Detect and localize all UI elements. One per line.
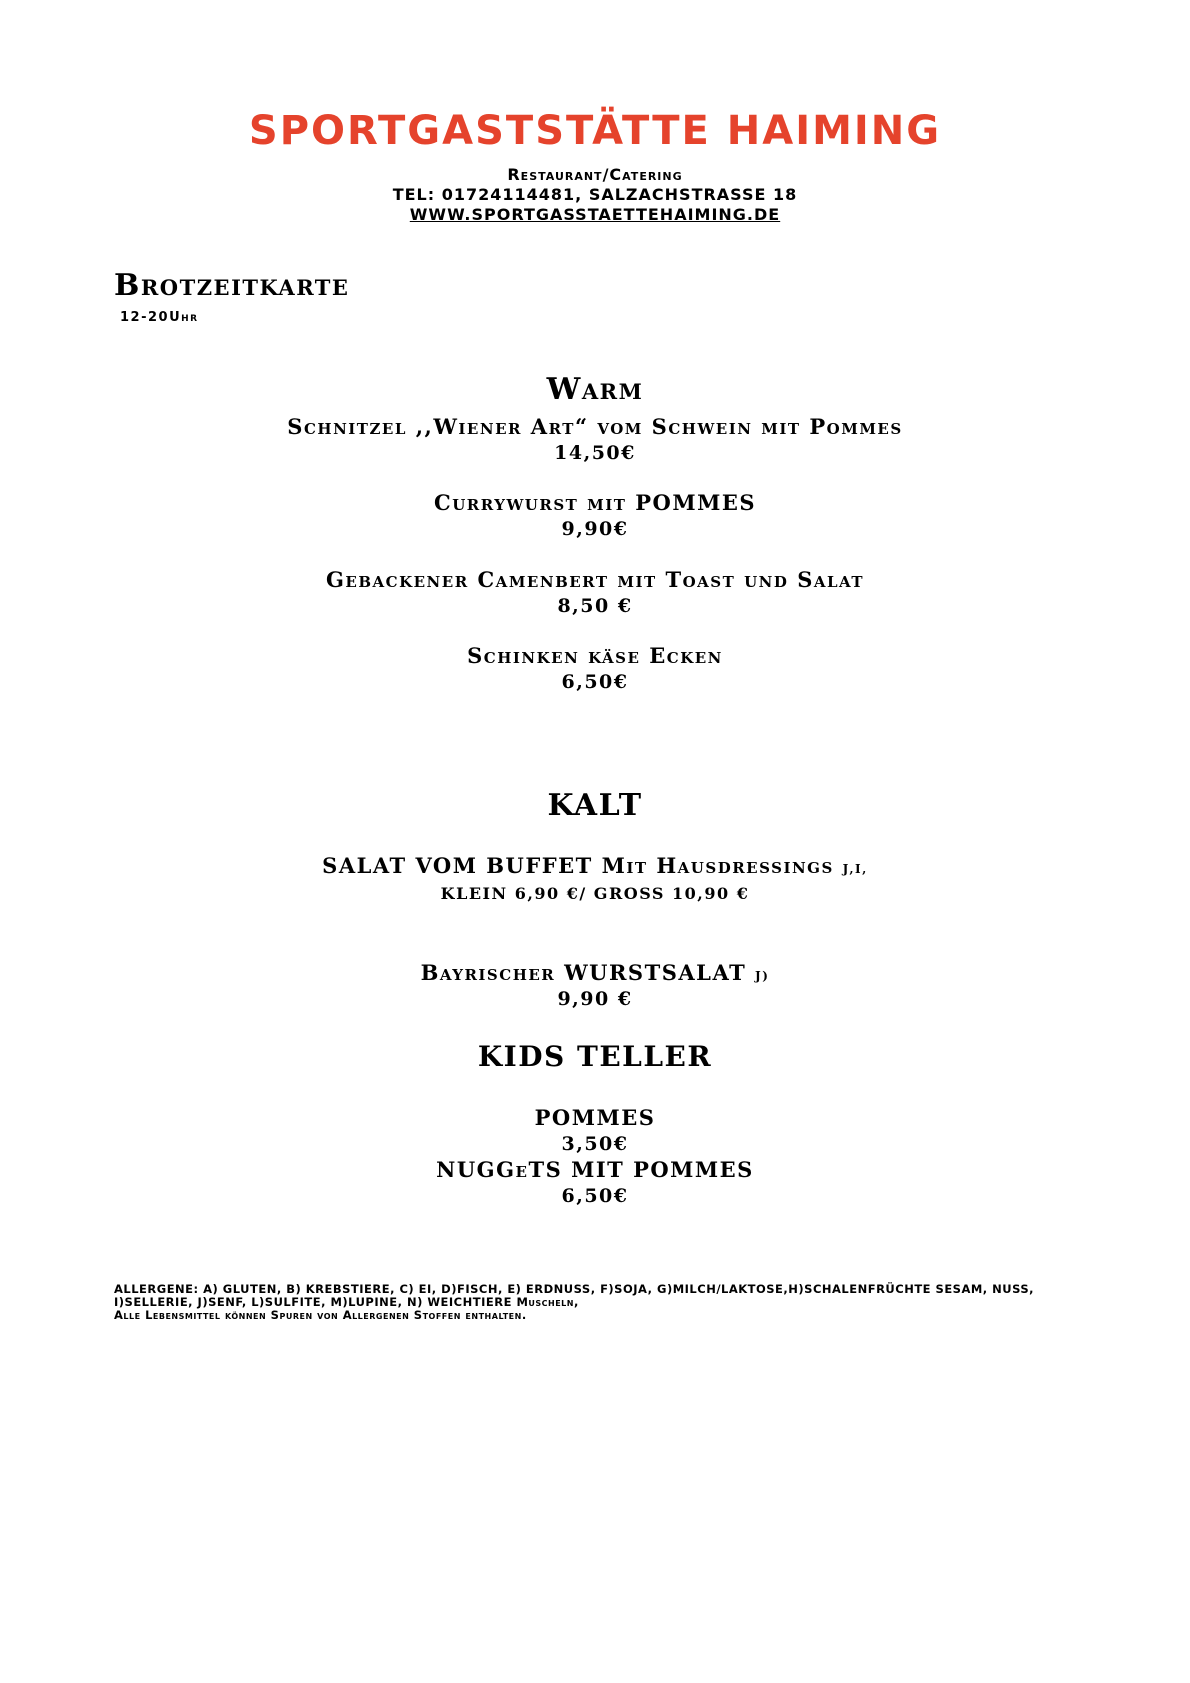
section-heading-kalt: KALT xyxy=(547,788,643,823)
section-heading-kids: KIDS TELLER xyxy=(477,1040,713,1073)
restaurant-subtitle: Restaurant/Catering xyxy=(507,165,683,184)
menu-item-name: Currywurst mit POMMES xyxy=(433,490,756,515)
menu-item-name: POMMES xyxy=(534,1105,656,1130)
menu-item-name: Schinken käse Ecken xyxy=(467,643,723,668)
allergen-tag: J) xyxy=(755,969,770,983)
section-heading-warm: Warm xyxy=(546,372,644,407)
menu-item-name-row xyxy=(0,853,1190,878)
menu-item-name: Gebackener Camenbert mit Toast und Salat xyxy=(325,567,865,592)
menu-item-price: 9,90€ xyxy=(561,518,629,540)
menu-item-name-row xyxy=(0,960,1190,985)
menu-item-price: 14,50€ xyxy=(554,442,636,464)
menu-item-price: 3,50€ xyxy=(561,1133,629,1155)
allergen-tag: J,I, xyxy=(842,862,868,876)
allergen-notice-line: ALLERGENE: A) GLUTEN, B) KREBSTIERE, C) EI, D)FISCH, E) ERDNUSS, F)SOJA, G)MILCH/LAKTOSE,H)SCHALENFRÜCHTE SESAM, NUSS, xyxy=(114,1282,1035,1296)
menu-item-price: 6,50€ xyxy=(561,1185,629,1207)
allergen-disclaimer: Alle Lebensmittel können Spuren von Allergenen Stoffen enthalten. xyxy=(114,1308,527,1322)
menu-item-price: 8,50 € xyxy=(557,595,633,617)
website-link[interactable]: WWW.SPORTGASSTAETTEHAIMING.DE xyxy=(409,205,781,224)
menu-item-name: NUGGeTS MIT POMMES xyxy=(436,1157,754,1182)
menu-item-price: 6,50€ xyxy=(561,671,629,693)
menu-item-name: Schnitzel ,,Wiener Art“ vom Schwein mit Pommes xyxy=(287,414,903,439)
allergen-notice xyxy=(114,1283,1094,1322)
menu-item-name: SALAT VOM BUFFET Mit Hausdressings xyxy=(322,853,834,878)
menu-item-price: KLEIN 6,90 €/ GROSS 10,90 € xyxy=(440,884,750,903)
contact-info: TEL: 01724114481, SALZACHSTRASSE 18 xyxy=(392,185,798,204)
restaurant-name: SPORTGASTSTÄTTE HAIMING xyxy=(248,108,942,154)
menu-title: Brotzeitkarte xyxy=(114,268,350,303)
allergen-notice-line: I)SELLERIE, J)SENF, L)SULFITE, M)LUPINE, N) WEICHTIERE Muscheln, xyxy=(114,1295,579,1309)
opening-hours: 12-20Uhr xyxy=(120,310,199,325)
menu-item-name: Bayrischer WURSTSALAT xyxy=(420,960,747,985)
menu-item-price: 9,90 € xyxy=(557,988,633,1010)
